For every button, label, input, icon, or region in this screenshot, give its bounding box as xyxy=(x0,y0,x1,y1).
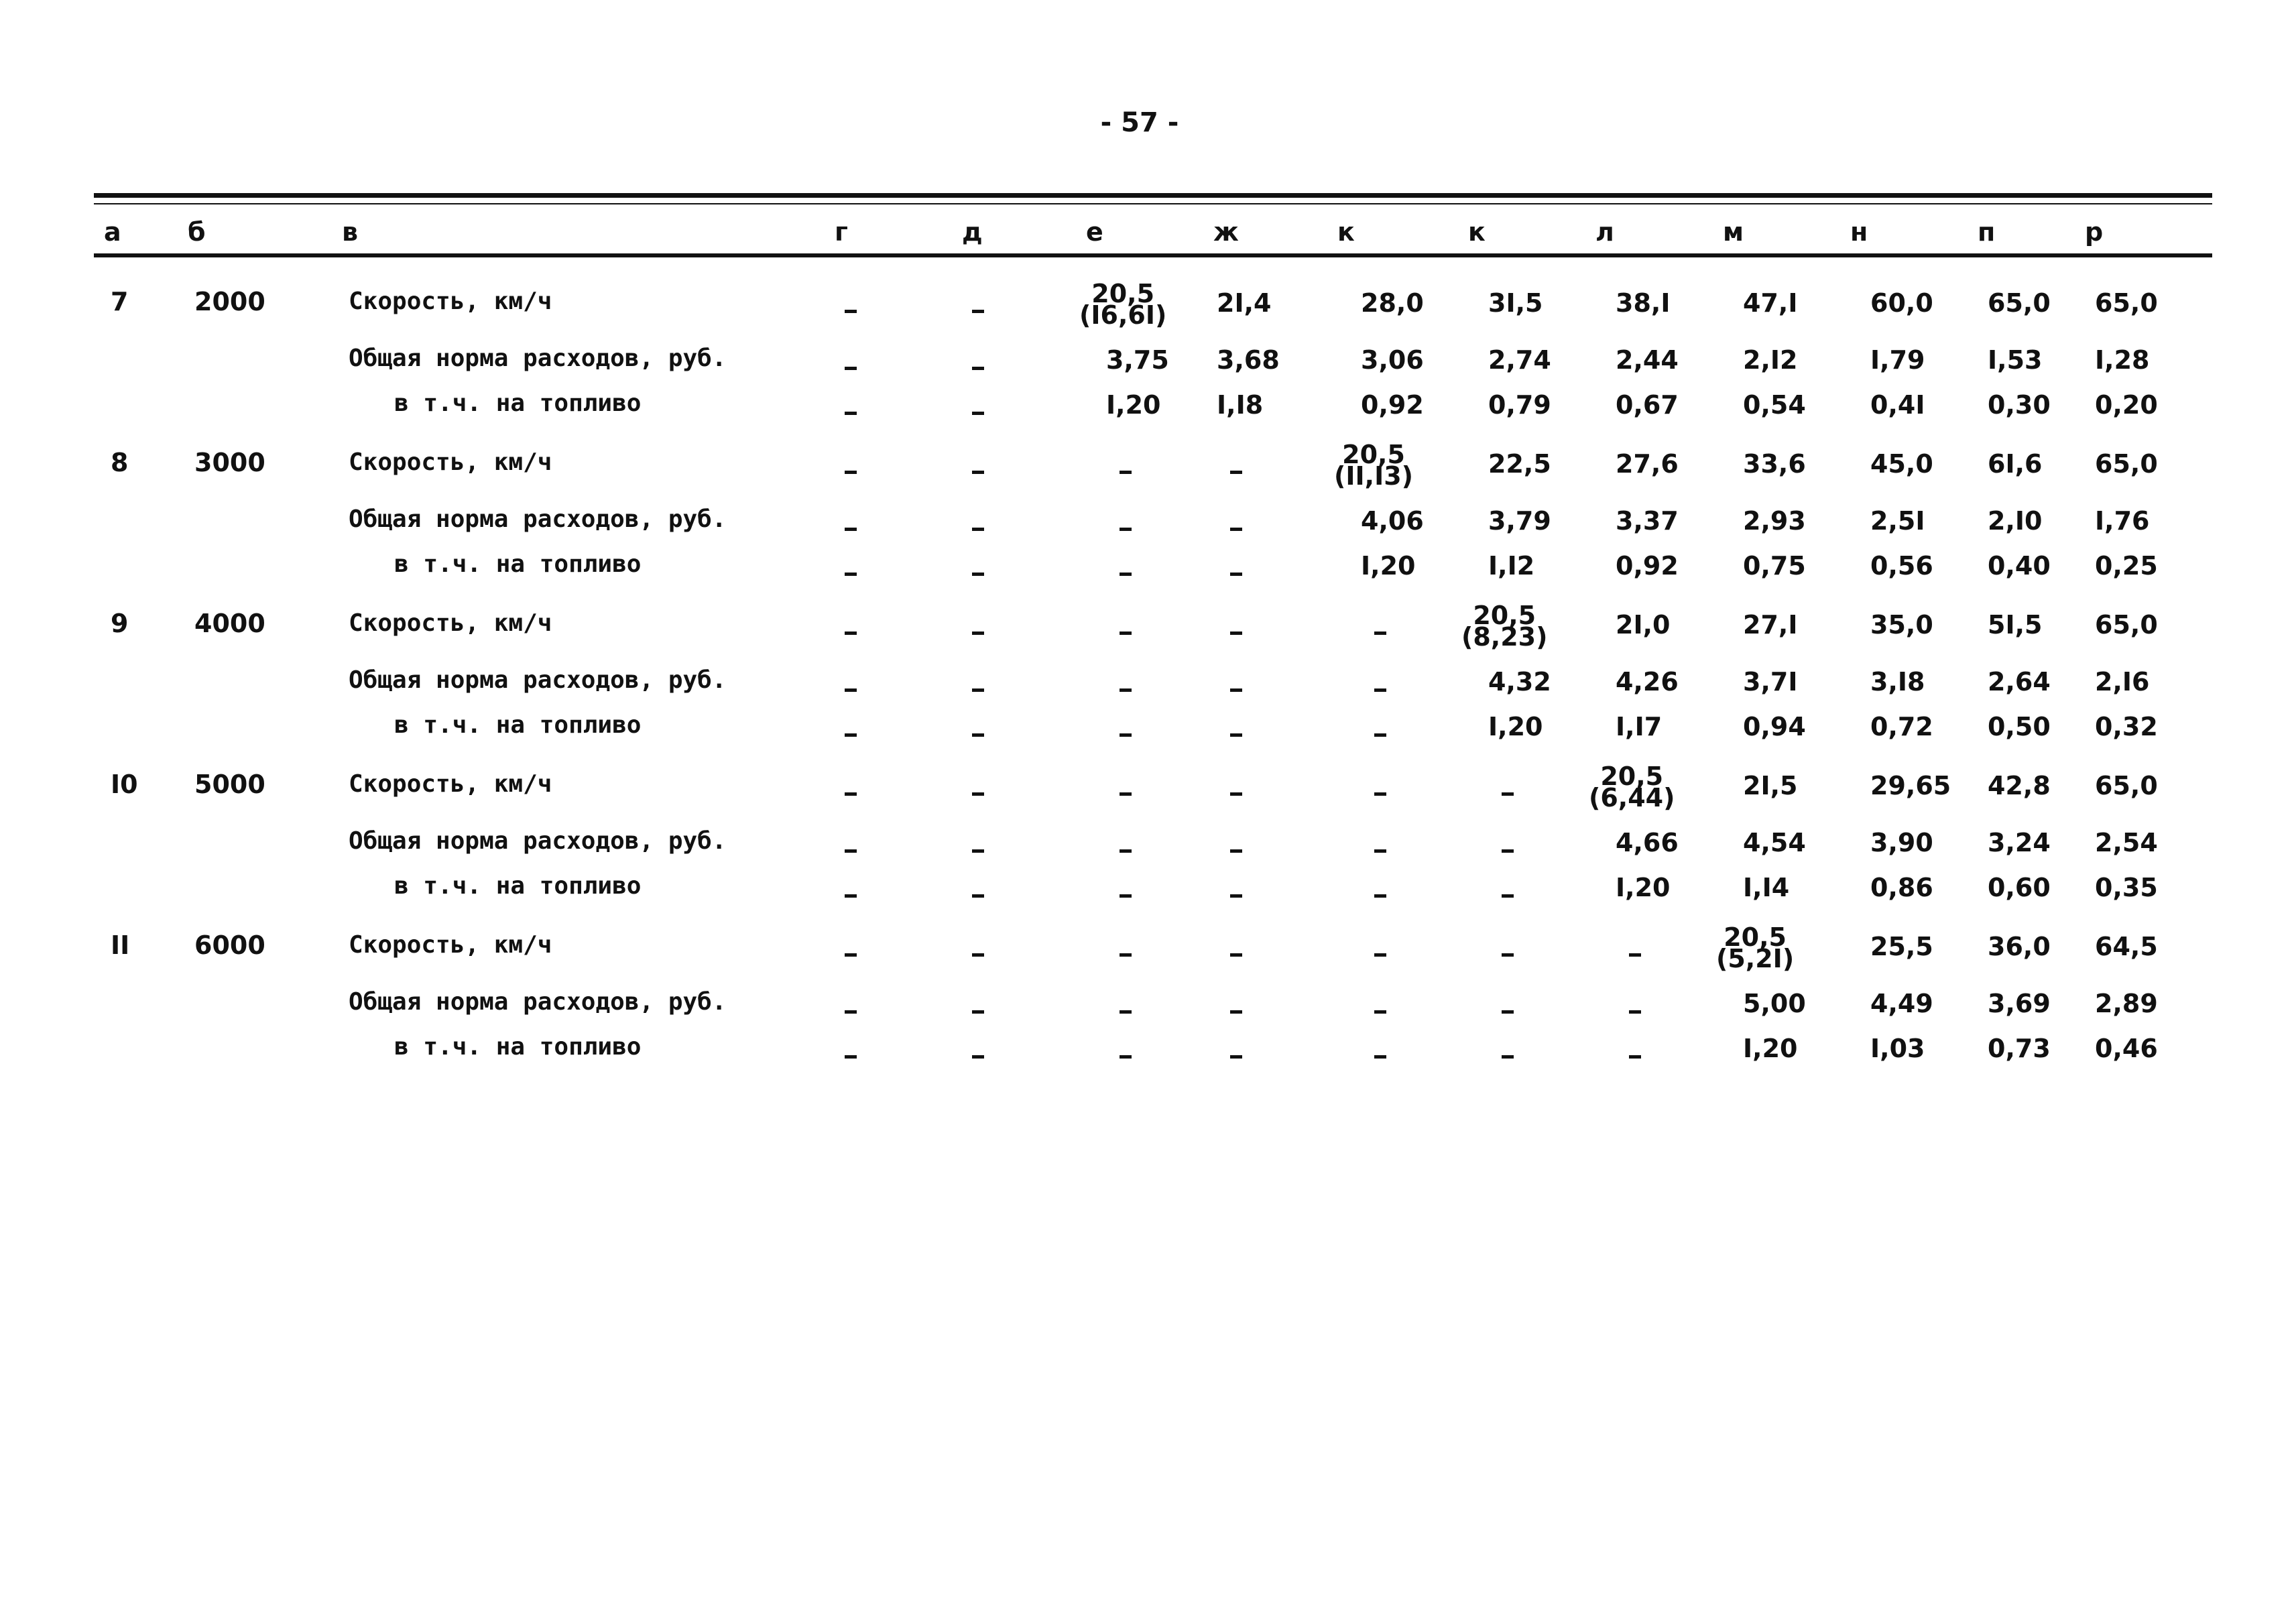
dash-mark xyxy=(845,310,857,313)
dash-value xyxy=(1502,779,1514,806)
dash-value xyxy=(845,559,857,586)
column-header: а xyxy=(104,217,121,247)
table-value: 0,20 xyxy=(2095,390,2158,420)
table-value: 35,0 xyxy=(1870,610,1933,640)
table-value: 38,I xyxy=(1616,288,1671,318)
dash-mark xyxy=(845,528,857,531)
table-value: 2I,5 xyxy=(1743,771,1798,800)
dash-mark xyxy=(845,849,857,853)
speed-value: 20,5 xyxy=(1600,762,1664,791)
table-value: 0,35 xyxy=(2095,873,2158,902)
speed-value-stacked xyxy=(1461,601,1548,652)
table-value: 2,64 xyxy=(1988,667,2051,697)
dash-value xyxy=(972,398,984,425)
table-value: 6I,6 xyxy=(1988,449,2043,479)
dash-value xyxy=(972,353,984,380)
dash-mark xyxy=(845,894,857,898)
table-value: 27,6 xyxy=(1616,449,1679,479)
speed-value-note: (II,I3) xyxy=(1334,461,1414,491)
table-value: I,20 xyxy=(1361,551,1416,581)
table-value: 2I,0 xyxy=(1616,610,1671,640)
dash-mark xyxy=(1374,733,1386,737)
dash-value xyxy=(845,940,857,967)
dash-mark xyxy=(972,1055,984,1059)
table-value: 65,0 xyxy=(2095,610,2158,640)
table-value: 2,54 xyxy=(2095,828,2158,857)
dash-mark xyxy=(972,733,984,737)
row-label: Скорость, км/ч xyxy=(349,448,552,476)
table-value: I,I2 xyxy=(1488,551,1535,581)
dash-mark xyxy=(1120,632,1132,635)
speed-value-stacked xyxy=(1079,279,1167,330)
table-value: 22,5 xyxy=(1488,449,1551,479)
dash-mark xyxy=(1502,953,1514,957)
dash-value xyxy=(1230,675,1242,702)
column-header: г xyxy=(835,217,848,247)
row-load: 5000 xyxy=(194,770,265,799)
column-header: п xyxy=(1978,217,1996,247)
dash-mark xyxy=(1374,849,1386,853)
dash-value xyxy=(972,296,984,323)
row-load: 2000 xyxy=(194,287,265,316)
table-value: 0,72 xyxy=(1870,712,1933,741)
dash-mark xyxy=(1120,953,1132,957)
row-number: 9 xyxy=(111,609,129,638)
table-value: 0,30 xyxy=(1988,390,2051,420)
dash-value xyxy=(1120,675,1132,702)
dash-value xyxy=(1374,1042,1386,1069)
dash-mark xyxy=(1230,792,1242,796)
dash-mark xyxy=(845,412,857,415)
table-value: 4,66 xyxy=(1616,828,1679,857)
dash-mark xyxy=(1502,1055,1514,1059)
dash-value xyxy=(845,779,857,806)
dash-value xyxy=(1502,997,1514,1024)
dash-mark xyxy=(1502,792,1514,796)
speed-value: 20,5 xyxy=(1342,440,1405,469)
column-header: б xyxy=(188,217,206,247)
table-value: I,76 xyxy=(2095,506,2150,536)
speed-value-note: (I6,6I) xyxy=(1079,300,1167,330)
speed-value-note: (6,44) xyxy=(1589,783,1675,813)
table-value: I,20 xyxy=(1488,712,1543,741)
table-value: 2,I6 xyxy=(2095,667,2150,697)
dash-mark xyxy=(845,1055,857,1059)
dash-mark xyxy=(972,792,984,796)
dash-mark xyxy=(1120,792,1132,796)
table-value: 42,8 xyxy=(1988,771,2051,800)
dash-value xyxy=(1230,881,1242,908)
table-value: I,I7 xyxy=(1616,712,1663,741)
speed-value-note: (5,2I) xyxy=(1716,944,1795,973)
table-value: I,79 xyxy=(1870,345,1925,375)
dash-value xyxy=(1629,997,1641,1024)
dash-mark xyxy=(845,471,857,474)
dash-value xyxy=(972,836,984,863)
dash-mark xyxy=(845,1010,857,1014)
dash-mark xyxy=(1374,953,1386,957)
dash-value xyxy=(845,514,857,541)
dash-mark xyxy=(1230,632,1242,635)
dash-mark xyxy=(972,953,984,957)
dash-value xyxy=(1120,559,1132,586)
dash-mark xyxy=(1374,632,1386,635)
dash-mark xyxy=(1502,894,1514,898)
dash-value xyxy=(972,881,984,908)
row-label: Скорость, км/ч xyxy=(349,931,552,959)
dash-mark xyxy=(1374,792,1386,796)
table-value: 2I,4 xyxy=(1217,288,1272,318)
dash-value xyxy=(1230,836,1242,863)
table-value: 0,94 xyxy=(1743,712,1806,741)
row-label: в т.ч. на топливо xyxy=(394,872,642,900)
dash-mark xyxy=(845,792,857,796)
table-value: 27,I xyxy=(1743,610,1798,640)
dash-mark xyxy=(1230,894,1242,898)
table-value: 25,5 xyxy=(1870,932,1933,961)
dash-value xyxy=(1374,881,1386,908)
dash-mark xyxy=(1374,1010,1386,1014)
dash-value xyxy=(1120,1042,1132,1069)
dash-value xyxy=(1230,779,1242,806)
table-value: 3,79 xyxy=(1488,506,1551,536)
row-label: Скорость, км/ч xyxy=(349,288,552,315)
table-value: I,20 xyxy=(1106,390,1161,420)
dash-value xyxy=(972,514,984,541)
speed-value: 20,5 xyxy=(1473,601,1536,630)
table-value: 3,24 xyxy=(1988,828,2051,857)
column-header: к xyxy=(1337,217,1355,247)
speed-value-stacked xyxy=(1334,440,1414,491)
row-label: Общая норма расходов, руб. xyxy=(349,988,727,1016)
dash-mark xyxy=(1230,1010,1242,1014)
row-label: в т.ч. на топливо xyxy=(394,550,642,578)
table-value: 2,I0 xyxy=(1988,506,2043,536)
dash-value xyxy=(1120,779,1132,806)
dash-mark xyxy=(972,367,984,370)
table-value: 0,40 xyxy=(1988,551,2051,581)
table-value: 3,7I xyxy=(1743,667,1798,697)
dash-value xyxy=(972,618,984,645)
dash-mark xyxy=(1230,688,1242,692)
row-label: Скорость, км/ч xyxy=(349,609,552,637)
row-load: 6000 xyxy=(194,930,265,960)
dash-mark xyxy=(845,733,857,737)
dash-value xyxy=(1374,940,1386,967)
dash-mark xyxy=(1120,733,1132,737)
table-value: 45,0 xyxy=(1870,449,1933,479)
table-value: 33,6 xyxy=(1743,449,1806,479)
dash-mark xyxy=(845,953,857,957)
table-value: 0,46 xyxy=(2095,1034,2158,1063)
dash-mark xyxy=(972,412,984,415)
table-value: 60,0 xyxy=(1870,288,1933,318)
table-value: 2,5I xyxy=(1870,506,1925,536)
dash-mark xyxy=(1629,1010,1641,1014)
table-value: 65,0 xyxy=(2095,288,2158,318)
row-label: в т.ч. на топливо xyxy=(394,389,642,417)
table-value: 0,56 xyxy=(1870,551,1933,581)
dash-mark xyxy=(845,573,857,576)
table-header-rule xyxy=(94,253,2212,257)
dash-value xyxy=(972,1042,984,1069)
column-header: е xyxy=(1086,217,1103,247)
dash-mark xyxy=(1230,573,1242,576)
dash-mark xyxy=(1230,733,1242,737)
column-header: н xyxy=(1850,217,1868,247)
dash-value xyxy=(845,997,857,1024)
table-value: 4,06 xyxy=(1361,506,1424,536)
dash-mark xyxy=(972,310,984,313)
dash-value xyxy=(1374,836,1386,863)
dash-value xyxy=(845,618,857,645)
dash-mark xyxy=(972,894,984,898)
dash-value xyxy=(972,675,984,702)
dash-value xyxy=(972,457,984,484)
table-value: 64,5 xyxy=(2095,932,2158,961)
table-value: 0,79 xyxy=(1488,390,1551,420)
dash-value xyxy=(1502,1042,1514,1069)
dash-value xyxy=(972,720,984,747)
dash-value xyxy=(972,779,984,806)
dash-mark xyxy=(1230,471,1242,474)
dash-mark xyxy=(1120,1055,1132,1059)
dash-mark xyxy=(972,471,984,474)
table-top-rule xyxy=(94,193,2212,198)
table-value: 0,60 xyxy=(1988,873,2051,902)
dash-value xyxy=(845,836,857,863)
row-load: 4000 xyxy=(194,609,265,638)
dash-value xyxy=(1629,1042,1641,1069)
speed-value-note: (8,23) xyxy=(1461,622,1548,652)
dash-value xyxy=(1230,457,1242,484)
dash-value xyxy=(1502,881,1514,908)
dash-mark xyxy=(972,528,984,531)
dash-value xyxy=(1230,997,1242,1024)
dash-mark xyxy=(1230,528,1242,531)
dash-mark xyxy=(1629,1055,1641,1059)
table-value: 0,92 xyxy=(1616,551,1679,581)
row-number: II xyxy=(111,930,130,960)
dash-value xyxy=(1120,997,1132,1024)
dash-value xyxy=(1120,457,1132,484)
table-value: 65,0 xyxy=(2095,449,2158,479)
row-number: 8 xyxy=(111,448,129,477)
dash-value xyxy=(1230,618,1242,645)
table-value: 4,54 xyxy=(1743,828,1806,857)
table-value: 2,44 xyxy=(1616,345,1679,375)
dash-mark xyxy=(1120,849,1132,853)
dash-mark xyxy=(1374,688,1386,692)
table-value: 36,0 xyxy=(1988,932,2051,961)
dash-value xyxy=(1502,836,1514,863)
table-value: 3I,5 xyxy=(1488,288,1543,318)
dash-mark xyxy=(1120,471,1132,474)
dash-mark xyxy=(845,632,857,635)
dash-value xyxy=(1230,720,1242,747)
dash-value xyxy=(972,559,984,586)
table-value: 0,86 xyxy=(1870,873,1933,902)
dash-mark xyxy=(845,688,857,692)
dash-value xyxy=(1120,836,1132,863)
table-value: 3,06 xyxy=(1361,345,1424,375)
table-value: 0,73 xyxy=(1988,1034,2051,1063)
table-value: 3,37 xyxy=(1616,506,1679,536)
table-top-rule-thin xyxy=(94,203,2212,204)
column-header: м xyxy=(1723,217,1744,247)
dash-mark xyxy=(1120,1010,1132,1014)
row-load: 3000 xyxy=(194,448,265,477)
dash-value xyxy=(845,296,857,323)
dash-value xyxy=(845,353,857,380)
speed-value: 20,5 xyxy=(1091,279,1155,308)
dash-mark xyxy=(845,367,857,370)
dash-value xyxy=(845,457,857,484)
dash-value xyxy=(1374,720,1386,747)
dash-mark xyxy=(972,573,984,576)
table-value: 4,49 xyxy=(1870,989,1933,1018)
table-value: 2,93 xyxy=(1743,506,1806,536)
table-value: 0,25 xyxy=(2095,551,2158,581)
dash-mark xyxy=(972,632,984,635)
row-label: Общая норма расходов, руб. xyxy=(349,827,727,855)
table-value: I,03 xyxy=(1870,1034,1925,1063)
dash-value xyxy=(1374,675,1386,702)
speed-value: 20,5 xyxy=(1724,922,1787,952)
table-value: 4,32 xyxy=(1488,667,1551,697)
column-header: л xyxy=(1595,217,1614,247)
table-value: 28,0 xyxy=(1361,288,1424,318)
dash-value xyxy=(845,675,857,702)
table-value: I,I4 xyxy=(1743,873,1790,902)
dash-mark xyxy=(972,688,984,692)
table-value: 0,50 xyxy=(1988,712,2051,741)
dash-mark xyxy=(972,849,984,853)
table-value: 0,75 xyxy=(1743,551,1806,581)
table-value: I,53 xyxy=(1988,345,2043,375)
dash-mark xyxy=(1120,573,1132,576)
dash-value xyxy=(1374,779,1386,806)
table-value: 65,0 xyxy=(1988,288,2051,318)
dash-mark xyxy=(1502,1010,1514,1014)
row-label: Общая норма расходов, руб. xyxy=(349,666,727,694)
table-value: I,20 xyxy=(1616,873,1671,902)
dash-value xyxy=(1120,720,1132,747)
speed-value-stacked xyxy=(1716,922,1795,973)
row-label: в т.ч. на топливо xyxy=(394,711,642,739)
table-value: 3,68 xyxy=(1217,345,1280,375)
column-header: д xyxy=(962,217,983,247)
dash-value xyxy=(845,720,857,747)
table-value: 29,65 xyxy=(1870,771,1951,800)
dash-value xyxy=(1120,940,1132,967)
row-number: 7 xyxy=(111,287,129,316)
table-value: 0,54 xyxy=(1743,390,1806,420)
dash-mark xyxy=(1374,1055,1386,1059)
dash-mark xyxy=(1230,953,1242,957)
dash-value xyxy=(972,997,984,1024)
table-value: I,I8 xyxy=(1217,390,1264,420)
dash-mark xyxy=(1120,894,1132,898)
table-value: 0,67 xyxy=(1616,390,1679,420)
row-label: Скорость, км/ч xyxy=(349,770,552,798)
dash-value xyxy=(1374,618,1386,645)
dash-mark xyxy=(1120,528,1132,531)
dash-mark xyxy=(1629,953,1641,957)
column-header: р xyxy=(2085,217,2104,247)
table-value: 65,0 xyxy=(2095,771,2158,800)
dash-value xyxy=(1230,559,1242,586)
speed-value-stacked xyxy=(1589,762,1675,813)
row-label: Общая норма расходов, руб. xyxy=(349,505,727,533)
dash-value xyxy=(1230,940,1242,967)
table-value: 0,32 xyxy=(2095,712,2158,741)
dash-value xyxy=(845,398,857,425)
table-value: 0,92 xyxy=(1361,390,1424,420)
dash-mark xyxy=(972,1010,984,1014)
dash-value xyxy=(1374,997,1386,1024)
row-label: в т.ч. на топливо xyxy=(394,1033,642,1061)
dash-value xyxy=(1230,514,1242,541)
dash-mark xyxy=(1502,849,1514,853)
dash-value xyxy=(1120,514,1132,541)
dash-mark xyxy=(1120,688,1132,692)
page-number: - 57 - xyxy=(1100,107,1179,138)
dash-mark xyxy=(1230,849,1242,853)
table-value: I,28 xyxy=(2095,345,2150,375)
dash-mark xyxy=(1230,1055,1242,1059)
table-value: 5I,5 xyxy=(1988,610,2043,640)
dash-value xyxy=(972,940,984,967)
column-header: в xyxy=(342,217,359,247)
dash-mark xyxy=(1374,894,1386,898)
row-label: Общая норма расходов, руб. xyxy=(349,345,727,372)
table-value: 3,I8 xyxy=(1870,667,1925,697)
table-value: 4,26 xyxy=(1616,667,1679,697)
table-value: 3,90 xyxy=(1870,828,1933,857)
table-value: 3,69 xyxy=(1988,989,2051,1018)
table-value: 0,4I xyxy=(1870,390,1925,420)
dash-value xyxy=(845,881,857,908)
table-value: 2,74 xyxy=(1488,345,1551,375)
dash-value xyxy=(1629,940,1641,967)
table-value: I,20 xyxy=(1743,1034,1798,1063)
dash-value xyxy=(845,1042,857,1069)
dash-value xyxy=(1120,618,1132,645)
dash-value xyxy=(1502,940,1514,967)
row-number: I0 xyxy=(111,770,138,799)
dash-value xyxy=(1120,881,1132,908)
table-value: 5,00 xyxy=(1743,989,1806,1018)
table-value: 2,89 xyxy=(2095,989,2158,1018)
column-header: ж xyxy=(1213,217,1239,247)
table-value: 2,I2 xyxy=(1743,345,1798,375)
dash-value xyxy=(1230,1042,1242,1069)
table-value: 47,I xyxy=(1743,288,1798,318)
table-value: 3,75 xyxy=(1106,345,1169,375)
column-header: к xyxy=(1468,217,1486,247)
